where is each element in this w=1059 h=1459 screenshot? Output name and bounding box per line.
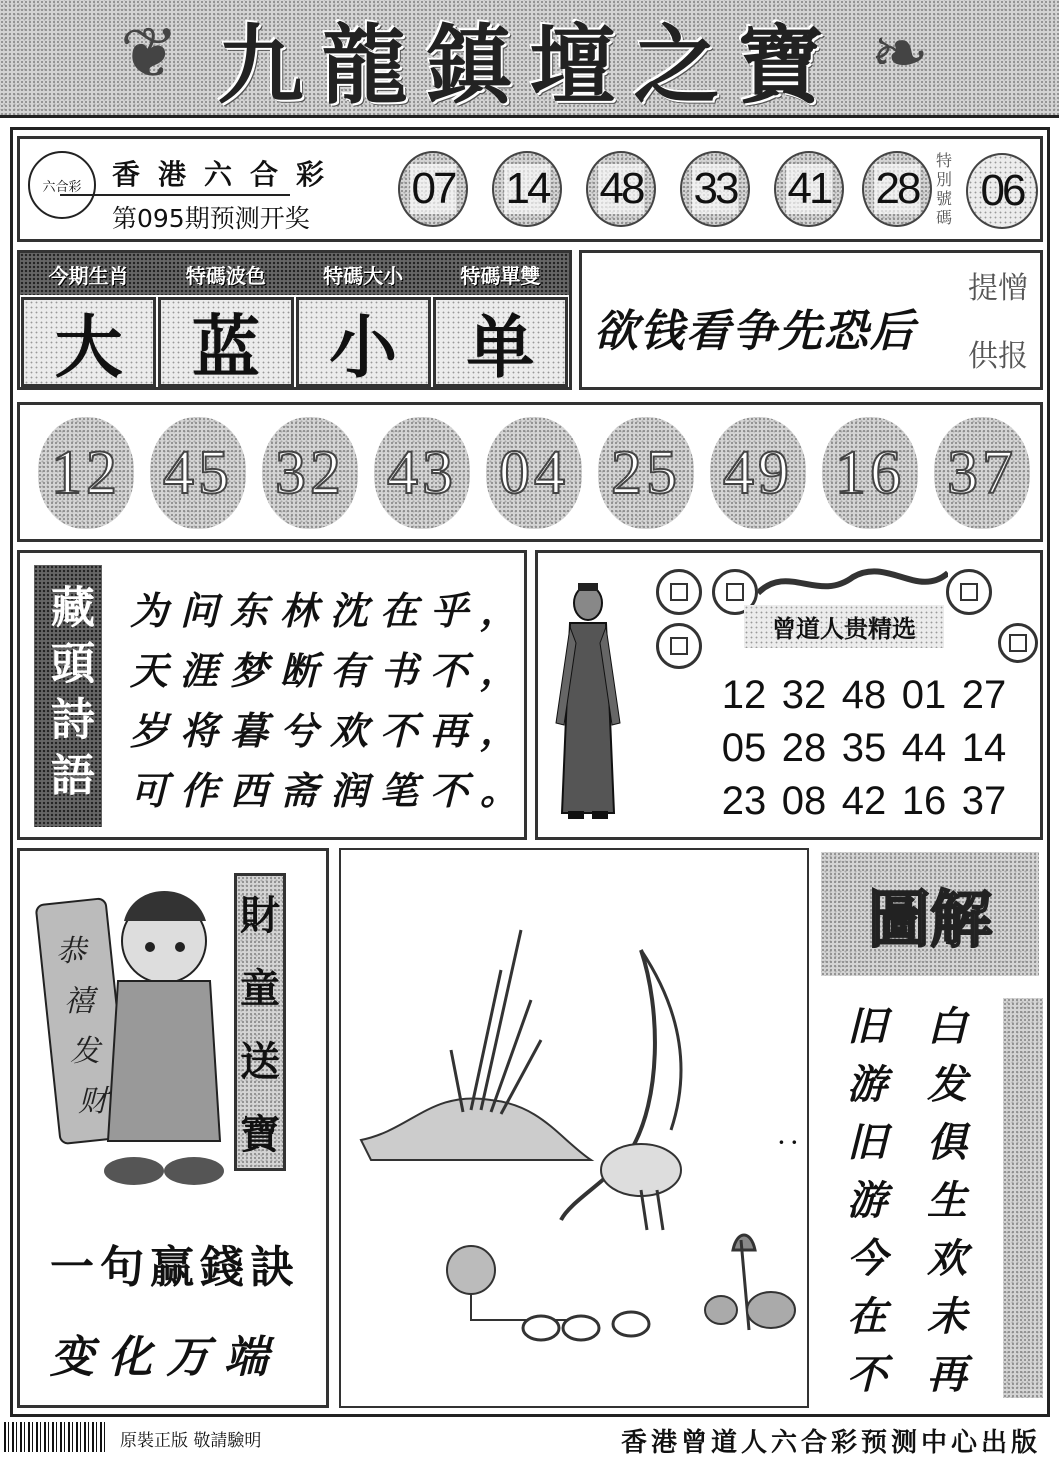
picks-grid [714, 673, 1014, 824]
draw-results-panel [17, 136, 1043, 242]
pick-number: 35 [841, 726, 887, 770]
scroll-char: 发 [70, 1034, 100, 1069]
category-label-color: 特碼波色 [185, 263, 266, 288]
picks-panel [535, 550, 1043, 840]
category-value-parity: 单 [433, 297, 568, 387]
explanation-char: 旧 [847, 1003, 887, 1050]
pick-number: 12 [721, 673, 767, 717]
explanation-char: 再 [927, 1351, 967, 1398]
explanation-char: 生 [927, 1177, 967, 1224]
barcode-icon [4, 1422, 108, 1452]
category-label-parity: 特碼單雙 [460, 263, 541, 288]
explanation-char: 发 [927, 1061, 967, 1108]
slogan: 一句赢錢訣 [50, 1242, 300, 1293]
draw-ball-6: 28 [862, 151, 932, 227]
selected-number: 16 [822, 417, 918, 529]
draw-ball-3: 48 [586, 151, 656, 227]
pick-number: 05 [721, 726, 767, 770]
scroll-char: 禧 [64, 984, 94, 1019]
provide-label-bottom: 供报 [968, 339, 1028, 374]
crane-illustration [341, 850, 807, 1406]
poem-line: 为问东林沈在乎， [130, 588, 531, 633]
coin-icon [656, 623, 702, 669]
page-title: 九龍鎮壇之寶 [217, 15, 842, 116]
motto-panel [579, 250, 1043, 390]
explanation-columns [837, 998, 1037, 1398]
explanation-char: 游 [847, 1061, 887, 1108]
footer-authenticity-note: 原裝正版 敬請驗明 [120, 1431, 262, 1451]
draw-ball-1: 07 [398, 151, 468, 227]
pick-number: 32 [781, 673, 827, 717]
pick-number: 01 [901, 673, 947, 717]
pick-number: 48 [841, 673, 887, 717]
selected-number: 32 [262, 417, 358, 529]
pick-number: 27 [961, 673, 1007, 717]
explanation-header [821, 852, 1039, 976]
dragon-ribbon-icon [758, 563, 948, 603]
logo-divider [60, 194, 290, 196]
explanation-char: 游 [847, 1177, 887, 1224]
category-values [20, 297, 569, 387]
selected-number: 37 [934, 417, 1030, 529]
draw-ball-4: 33 [680, 151, 750, 227]
coin-icon [998, 623, 1038, 663]
poem-line: 可作西斋润笔不。 [130, 768, 531, 813]
special-number-ball: 06 [966, 153, 1038, 229]
explanation-char: 不 [847, 1351, 887, 1398]
poem-line: 天涯梦断有书不， [130, 648, 531, 693]
explanation-char: 在 [847, 1293, 887, 1340]
pick-number: 23 [721, 779, 767, 823]
scroll-char: 财 [78, 1084, 108, 1119]
pick-number: 44 [901, 726, 947, 770]
explanation-column-2 [917, 998, 977, 1398]
pick-number: 16 [901, 779, 947, 823]
page-header [0, 0, 1059, 118]
pick-number: 42 [841, 779, 887, 823]
coin-icon [946, 569, 992, 615]
explanation-char: 今 [847, 1235, 887, 1282]
coin-icon [656, 569, 702, 615]
lottery-name: 香港六合彩 [112, 158, 343, 191]
draw-ball-5: 41 [774, 151, 844, 227]
special-number-label: 特別號碼 [936, 151, 953, 227]
illustration-explanation-panel [817, 848, 1043, 1408]
illustration-panel [339, 848, 809, 1408]
category-panel [17, 250, 572, 390]
motto-text: 欲钱看争先恐后 [594, 306, 916, 357]
selected-numbers-panel [17, 402, 1043, 542]
selected-number: 49 [710, 417, 806, 529]
ellipsis: ·· [777, 1126, 803, 1159]
dragon-left-icon: ❦ [120, 12, 179, 94]
lottery-logo: 六合彩 [28, 151, 96, 219]
selected-number: 12 [38, 417, 134, 529]
category-value-size: 小 [296, 297, 431, 387]
explanation-char: 旧 [847, 1119, 887, 1166]
man-figure-icon [548, 573, 628, 825]
boy-panel [17, 848, 329, 1408]
category-label-zodiac: 今期生肖 [48, 263, 129, 288]
pick-number: 14 [961, 726, 1007, 770]
phrase: 变化万端 [50, 1332, 282, 1383]
provide-label-top: 提憎 [968, 271, 1028, 306]
category-value-zodiac: 大 [21, 297, 156, 387]
selected-number: 25 [598, 417, 694, 529]
draw-ball-2: 14 [492, 151, 562, 227]
poem-lines [130, 581, 531, 821]
explanation-title: 圖解 [867, 882, 992, 956]
category-label-size: 特碼大小 [323, 263, 404, 288]
pick-number: 28 [781, 726, 827, 770]
wealth-boy-icon [34, 871, 234, 1201]
scroll-char: 恭 [56, 934, 86, 969]
explanation-char: 欢 [927, 1235, 967, 1282]
page-footer [0, 1420, 1059, 1458]
selected-number: 04 [486, 417, 582, 529]
explanation-char: 白 [927, 1003, 967, 1050]
footer-publisher: 香港曾道人六合彩预测中心出版 [620, 1428, 1041, 1458]
wealth-char: 財 [240, 892, 280, 939]
selected-number: 43 [374, 417, 470, 529]
explanation-char: 俱 [927, 1119, 967, 1166]
wealth-char: 童 [240, 965, 280, 1012]
wealth-box [234, 873, 286, 1171]
main-frame [10, 127, 1050, 1417]
wealth-char: 寶 [240, 1111, 280, 1158]
poem-side-title-text: 藏頭詩語 [43, 584, 94, 808]
poem-panel [17, 550, 531, 840]
dragon-right-icon: ❧ [870, 12, 929, 94]
explanation-column-1 [837, 998, 897, 1398]
category-label-bar [20, 253, 569, 295]
selected-number: 45 [150, 417, 246, 529]
issue-text: 第095期预测开奖 [112, 204, 310, 233]
picks-title: 曾道人贵精选 [744, 605, 944, 648]
category-value-color: 蓝 [158, 297, 293, 387]
pick-number: 37 [961, 779, 1007, 823]
poem-side-title [34, 565, 102, 827]
wealth-char: 送 [240, 1038, 280, 1085]
poem-line: 岁将暮兮欢不再， [130, 708, 531, 753]
pick-number: 08 [781, 779, 827, 823]
explanation-char: 未 [927, 1293, 967, 1340]
